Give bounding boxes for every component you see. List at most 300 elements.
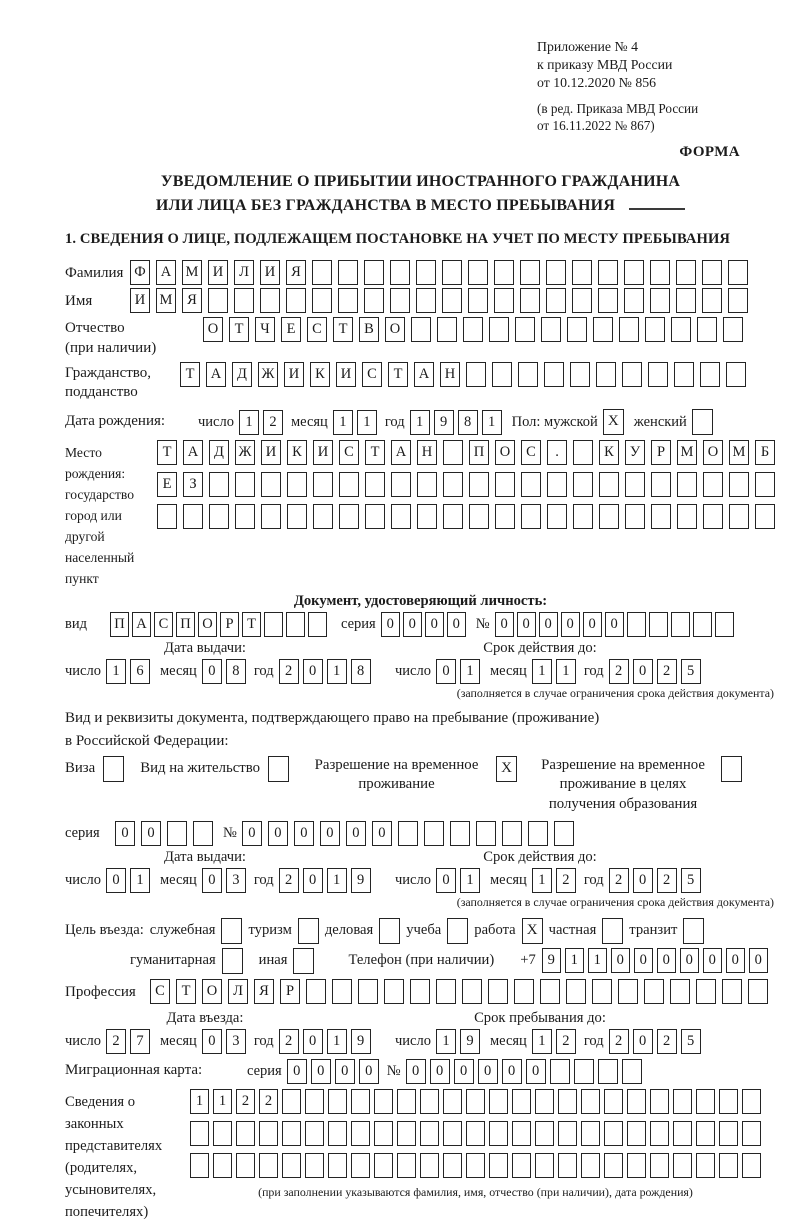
char-box[interactable]: [514, 979, 534, 1004]
char-box[interactable]: 0: [202, 1029, 222, 1054]
char-box[interactable]: К: [310, 362, 330, 387]
char-box[interactable]: [520, 260, 540, 285]
char-box[interactable]: И: [208, 260, 228, 285]
char-box[interactable]: 0: [335, 1059, 355, 1084]
char-box[interactable]: [466, 1089, 485, 1114]
char-box[interactable]: [190, 1153, 209, 1178]
char-box[interactable]: 0: [583, 612, 602, 637]
char-box[interactable]: [209, 504, 229, 529]
char-box[interactable]: [213, 1121, 232, 1146]
char-box[interactable]: [593, 317, 613, 342]
char-box[interactable]: 1: [190, 1089, 209, 1114]
char-box[interactable]: [673, 1153, 692, 1178]
char-box[interactable]: Я: [286, 260, 306, 285]
char-box[interactable]: [364, 288, 384, 313]
char-box[interactable]: О: [203, 317, 223, 342]
char-box[interactable]: [443, 1089, 462, 1114]
char-box[interactable]: 0: [447, 612, 466, 637]
char-box[interactable]: [729, 504, 749, 529]
char-box[interactable]: 0: [141, 821, 161, 846]
purpose-humanitarian-checkbox[interactable]: [222, 948, 243, 974]
char-box[interactable]: [677, 504, 697, 529]
char-box[interactable]: 0: [294, 821, 314, 846]
char-box[interactable]: [604, 1153, 623, 1178]
char-box[interactable]: [512, 1153, 531, 1178]
char-box[interactable]: [339, 472, 359, 497]
char-box[interactable]: [466, 1153, 485, 1178]
char-box[interactable]: [547, 504, 567, 529]
purpose-official-checkbox[interactable]: [221, 918, 242, 944]
char-box[interactable]: П: [110, 612, 129, 637]
char-box[interactable]: 3: [226, 1029, 246, 1054]
residence-permit-checkbox[interactable]: [268, 756, 289, 782]
char-box[interactable]: [397, 1153, 416, 1178]
char-box[interactable]: [671, 612, 690, 637]
char-box[interactable]: [715, 612, 734, 637]
char-box[interactable]: У: [625, 440, 645, 465]
char-box[interactable]: [550, 1059, 570, 1084]
char-box[interactable]: [518, 362, 538, 387]
char-box[interactable]: 1: [333, 410, 353, 435]
char-box[interactable]: [650, 1121, 669, 1146]
char-box[interactable]: 2: [657, 868, 677, 893]
char-box[interactable]: [443, 1153, 462, 1178]
char-box[interactable]: [261, 472, 281, 497]
char-box[interactable]: [476, 821, 496, 846]
char-box[interactable]: [468, 260, 488, 285]
char-box[interactable]: В: [359, 317, 379, 342]
char-box[interactable]: 0: [436, 868, 456, 893]
char-box[interactable]: [236, 1121, 255, 1146]
char-box[interactable]: [581, 1089, 600, 1114]
char-box[interactable]: [312, 260, 332, 285]
purpose-transit-checkbox[interactable]: [683, 918, 704, 944]
char-box[interactable]: [443, 440, 463, 465]
char-box[interactable]: [328, 1153, 347, 1178]
char-box[interactable]: Т: [388, 362, 408, 387]
char-box[interactable]: [535, 1121, 554, 1146]
char-box[interactable]: [489, 1089, 508, 1114]
char-box[interactable]: [624, 260, 644, 285]
char-box[interactable]: А: [414, 362, 434, 387]
char-box[interactable]: [558, 1121, 577, 1146]
char-box[interactable]: М: [156, 288, 176, 313]
char-box[interactable]: [703, 504, 723, 529]
char-box[interactable]: [726, 362, 746, 387]
char-box[interactable]: [374, 1089, 393, 1114]
char-box[interactable]: 1: [436, 1029, 456, 1054]
char-box[interactable]: 1: [106, 659, 126, 684]
char-box[interactable]: И: [284, 362, 304, 387]
char-box[interactable]: [494, 260, 514, 285]
char-box[interactable]: [573, 504, 593, 529]
purpose-business-checkbox[interactable]: [379, 918, 400, 944]
char-box[interactable]: [489, 1153, 508, 1178]
char-box[interactable]: 5: [681, 1029, 701, 1054]
char-box[interactable]: 2: [106, 1029, 126, 1054]
char-box[interactable]: 2: [556, 1029, 576, 1054]
char-box[interactable]: 0: [436, 659, 456, 684]
char-box[interactable]: [391, 472, 411, 497]
char-box[interactable]: [719, 1089, 738, 1114]
char-box[interactable]: 9: [460, 1029, 480, 1054]
char-box[interactable]: [466, 362, 486, 387]
char-box[interactable]: [581, 1121, 600, 1146]
char-box[interactable]: [651, 472, 671, 497]
char-box[interactable]: 0: [303, 1029, 323, 1054]
char-box[interactable]: [397, 1121, 416, 1146]
char-box[interactable]: [535, 1153, 554, 1178]
char-box[interactable]: [259, 1153, 278, 1178]
char-box[interactable]: С: [154, 612, 173, 637]
char-box[interactable]: [755, 472, 775, 497]
char-box[interactable]: [581, 1153, 600, 1178]
char-box[interactable]: [442, 288, 462, 313]
temporary-residence-checkbox[interactable]: X: [496, 756, 517, 782]
char-box[interactable]: [420, 1121, 439, 1146]
char-box[interactable]: 0: [657, 948, 676, 973]
char-box[interactable]: [722, 979, 742, 1004]
char-box[interactable]: 0: [633, 659, 653, 684]
char-box[interactable]: 2: [609, 1029, 629, 1054]
char-box[interactable]: [234, 288, 254, 313]
char-box[interactable]: [676, 260, 696, 285]
char-box[interactable]: 1: [213, 1089, 232, 1114]
char-box[interactable]: [489, 1121, 508, 1146]
char-box[interactable]: [235, 504, 255, 529]
char-box[interactable]: [546, 288, 566, 313]
char-box[interactable]: [573, 440, 593, 465]
char-box[interactable]: [167, 821, 187, 846]
temporary-residence-education-checkbox[interactable]: [721, 756, 742, 782]
char-box[interactable]: [306, 979, 326, 1004]
char-box[interactable]: [282, 1121, 301, 1146]
char-box[interactable]: [489, 317, 509, 342]
char-box[interactable]: М: [729, 440, 749, 465]
char-box[interactable]: [604, 1121, 623, 1146]
char-box[interactable]: 6: [130, 659, 150, 684]
char-box[interactable]: 2: [657, 1029, 677, 1054]
char-box[interactable]: [700, 362, 720, 387]
char-box[interactable]: 1: [327, 659, 347, 684]
char-box[interactable]: 0: [242, 821, 262, 846]
char-box[interactable]: [339, 504, 359, 529]
char-box[interactable]: [351, 1089, 370, 1114]
char-box[interactable]: [598, 260, 618, 285]
char-box[interactable]: 0: [517, 612, 536, 637]
char-box[interactable]: [742, 1121, 761, 1146]
char-box[interactable]: [312, 288, 332, 313]
char-box[interactable]: [645, 317, 665, 342]
char-box[interactable]: [236, 1153, 255, 1178]
char-box[interactable]: 9: [351, 868, 371, 893]
char-box[interactable]: [209, 472, 229, 497]
char-box[interactable]: [650, 260, 670, 285]
char-box[interactable]: Р: [651, 440, 671, 465]
char-box[interactable]: С: [521, 440, 541, 465]
char-box[interactable]: А: [206, 362, 226, 387]
char-box[interactable]: 8: [351, 659, 371, 684]
char-box[interactable]: А: [391, 440, 411, 465]
char-box[interactable]: Н: [417, 440, 437, 465]
char-box[interactable]: 0: [430, 1059, 450, 1084]
char-box[interactable]: 0: [320, 821, 340, 846]
purpose-work-checkbox[interactable]: X: [522, 918, 543, 944]
char-box[interactable]: [693, 612, 712, 637]
char-box[interactable]: [624, 288, 644, 313]
char-box[interactable]: [644, 979, 664, 1004]
char-box[interactable]: [183, 504, 203, 529]
char-box[interactable]: [728, 260, 748, 285]
sex-female-checkbox[interactable]: [692, 409, 713, 435]
char-box[interactable]: [566, 979, 586, 1004]
char-box[interactable]: 0: [403, 612, 422, 637]
char-box[interactable]: 0: [611, 948, 630, 973]
char-box[interactable]: [625, 472, 645, 497]
char-box[interactable]: П: [176, 612, 195, 637]
char-box[interactable]: Т: [176, 979, 196, 1004]
char-box[interactable]: 1: [482, 410, 502, 435]
char-box[interactable]: О: [495, 440, 515, 465]
char-box[interactable]: [673, 1089, 692, 1114]
char-box[interactable]: [572, 288, 592, 313]
char-box[interactable]: 0: [287, 1059, 307, 1084]
char-box[interactable]: Я: [182, 288, 202, 313]
char-box[interactable]: [512, 1121, 531, 1146]
char-box[interactable]: С: [362, 362, 382, 387]
char-box[interactable]: [462, 979, 482, 1004]
char-box[interactable]: [365, 504, 385, 529]
char-box[interactable]: [442, 260, 462, 285]
char-box[interactable]: [625, 504, 645, 529]
char-box[interactable]: [416, 260, 436, 285]
char-box[interactable]: [437, 317, 457, 342]
char-box[interactable]: [287, 472, 307, 497]
char-box[interactable]: [364, 260, 384, 285]
char-box[interactable]: И: [260, 260, 280, 285]
char-box[interactable]: [572, 260, 592, 285]
char-box[interactable]: Д: [209, 440, 229, 465]
char-box[interactable]: Я: [254, 979, 274, 1004]
char-box[interactable]: Р: [280, 979, 300, 1004]
char-box[interactable]: Ф: [130, 260, 150, 285]
char-box[interactable]: 1: [532, 868, 552, 893]
char-box[interactable]: Т: [242, 612, 261, 637]
char-box[interactable]: 1: [130, 868, 150, 893]
char-box[interactable]: 2: [279, 659, 299, 684]
char-box[interactable]: [305, 1121, 324, 1146]
char-box[interactable]: 0: [359, 1059, 379, 1084]
char-box[interactable]: [261, 504, 281, 529]
char-box[interactable]: 0: [303, 868, 323, 893]
char-box[interactable]: [748, 979, 768, 1004]
char-box[interactable]: [420, 1153, 439, 1178]
char-box[interactable]: [391, 504, 411, 529]
char-box[interactable]: [450, 821, 470, 846]
char-box[interactable]: А: [183, 440, 203, 465]
char-box[interactable]: [541, 317, 561, 342]
char-box[interactable]: Т: [365, 440, 385, 465]
purpose-other-checkbox[interactable]: [293, 948, 314, 974]
char-box[interactable]: [702, 288, 722, 313]
char-box[interactable]: [696, 1121, 715, 1146]
char-box[interactable]: 0: [381, 612, 400, 637]
char-box[interactable]: [670, 979, 690, 1004]
char-box[interactable]: [282, 1089, 301, 1114]
char-box[interactable]: 1: [556, 659, 576, 684]
char-box[interactable]: [313, 472, 333, 497]
purpose-study-checkbox[interactable]: [447, 918, 468, 944]
char-box[interactable]: [599, 472, 619, 497]
char-box[interactable]: 0: [202, 659, 222, 684]
char-box[interactable]: [535, 1089, 554, 1114]
char-box[interactable]: Т: [333, 317, 353, 342]
char-box[interactable]: А: [156, 260, 176, 285]
char-box[interactable]: [417, 504, 437, 529]
char-box[interactable]: [567, 317, 587, 342]
char-box[interactable]: [492, 362, 512, 387]
char-box[interactable]: [463, 317, 483, 342]
char-box[interactable]: [390, 260, 410, 285]
char-box[interactable]: [466, 1121, 485, 1146]
char-box[interactable]: 2: [609, 659, 629, 684]
char-box[interactable]: [338, 288, 358, 313]
char-box[interactable]: [573, 472, 593, 497]
char-box[interactable]: [308, 612, 327, 637]
char-box[interactable]: [592, 979, 612, 1004]
char-box[interactable]: 0: [454, 1059, 474, 1084]
char-box[interactable]: [723, 317, 743, 342]
char-box[interactable]: [351, 1121, 370, 1146]
char-box[interactable]: [338, 260, 358, 285]
char-box[interactable]: И: [130, 288, 150, 313]
char-box[interactable]: Е: [157, 472, 177, 497]
char-box[interactable]: Л: [228, 979, 248, 1004]
char-box[interactable]: 0: [478, 1059, 498, 1084]
char-box[interactable]: [410, 979, 430, 1004]
char-box[interactable]: [558, 1153, 577, 1178]
char-box[interactable]: [328, 1121, 347, 1146]
char-box[interactable]: [411, 317, 431, 342]
char-box[interactable]: [443, 504, 463, 529]
visa-checkbox[interactable]: [103, 756, 124, 782]
char-box[interactable]: М: [677, 440, 697, 465]
char-box[interactable]: [494, 288, 514, 313]
char-box[interactable]: 3: [226, 868, 246, 893]
char-box[interactable]: 0: [633, 1029, 653, 1054]
char-box[interactable]: М: [182, 260, 202, 285]
char-box[interactable]: [328, 1089, 347, 1114]
char-box[interactable]: Ж: [235, 440, 255, 465]
char-box[interactable]: [719, 1121, 738, 1146]
char-box[interactable]: [287, 504, 307, 529]
char-box[interactable]: [719, 1153, 738, 1178]
char-box[interactable]: [673, 1121, 692, 1146]
char-box[interactable]: 0: [425, 612, 444, 637]
char-box[interactable]: 1: [532, 1029, 552, 1054]
char-box[interactable]: 0: [703, 948, 722, 973]
char-box[interactable]: [627, 1121, 646, 1146]
char-box[interactable]: 0: [502, 1059, 522, 1084]
char-box[interactable]: 9: [434, 410, 454, 435]
char-box[interactable]: 0: [633, 868, 653, 893]
char-box[interactable]: Т: [180, 362, 200, 387]
char-box[interactable]: 0: [372, 821, 392, 846]
char-box[interactable]: 0: [749, 948, 768, 973]
char-box[interactable]: [397, 1089, 416, 1114]
char-box[interactable]: [540, 979, 560, 1004]
char-box[interactable]: [627, 612, 646, 637]
char-box[interactable]: 0: [115, 821, 135, 846]
char-box[interactable]: [570, 362, 590, 387]
char-box[interactable]: 5: [681, 868, 701, 893]
char-box[interactable]: [398, 821, 418, 846]
char-box[interactable]: [286, 612, 305, 637]
char-box[interactable]: [351, 1153, 370, 1178]
char-box[interactable]: 0: [202, 868, 222, 893]
char-box[interactable]: 0: [303, 659, 323, 684]
char-box[interactable]: 0: [495, 612, 514, 637]
char-box[interactable]: [596, 362, 616, 387]
char-box[interactable]: [528, 821, 548, 846]
char-box[interactable]: 1: [565, 948, 584, 973]
char-box[interactable]: 1: [460, 868, 480, 893]
char-box[interactable]: Т: [229, 317, 249, 342]
char-box[interactable]: [671, 317, 691, 342]
char-box[interactable]: С: [307, 317, 327, 342]
char-box[interactable]: [651, 504, 671, 529]
char-box[interactable]: [208, 288, 228, 313]
purpose-private-checkbox[interactable]: [602, 918, 623, 944]
char-box[interactable]: К: [287, 440, 307, 465]
char-box[interactable]: 0: [680, 948, 699, 973]
char-box[interactable]: 5: [681, 659, 701, 684]
char-box[interactable]: [420, 1089, 439, 1114]
char-box[interactable]: К: [599, 440, 619, 465]
purpose-tourism-checkbox[interactable]: [298, 918, 319, 944]
char-box[interactable]: О: [202, 979, 222, 1004]
char-box[interactable]: [469, 504, 489, 529]
char-box[interactable]: [546, 260, 566, 285]
char-box[interactable]: [502, 821, 522, 846]
char-box[interactable]: О: [703, 440, 723, 465]
char-box[interactable]: [547, 472, 567, 497]
char-box[interactable]: 2: [609, 868, 629, 893]
char-box[interactable]: 2: [657, 659, 677, 684]
char-box[interactable]: 1: [239, 410, 259, 435]
char-box[interactable]: [599, 504, 619, 529]
char-box[interactable]: И: [336, 362, 356, 387]
char-box[interactable]: [416, 288, 436, 313]
char-box[interactable]: 2: [263, 410, 283, 435]
char-box[interactable]: 2: [236, 1089, 255, 1114]
char-box[interactable]: [436, 979, 456, 1004]
char-box[interactable]: [305, 1153, 324, 1178]
char-box[interactable]: [390, 288, 410, 313]
char-box[interactable]: 9: [542, 948, 561, 973]
char-box[interactable]: 1: [460, 659, 480, 684]
char-box[interactable]: 1: [410, 410, 430, 435]
char-box[interactable]: 1: [327, 1029, 347, 1054]
char-box[interactable]: [332, 979, 352, 1004]
char-box[interactable]: [627, 1153, 646, 1178]
char-box[interactable]: [235, 472, 255, 497]
char-box[interactable]: [469, 472, 489, 497]
char-box[interactable]: [649, 612, 668, 637]
char-box[interactable]: [358, 979, 378, 1004]
char-box[interactable]: З: [183, 472, 203, 497]
char-box[interactable]: [488, 979, 508, 1004]
